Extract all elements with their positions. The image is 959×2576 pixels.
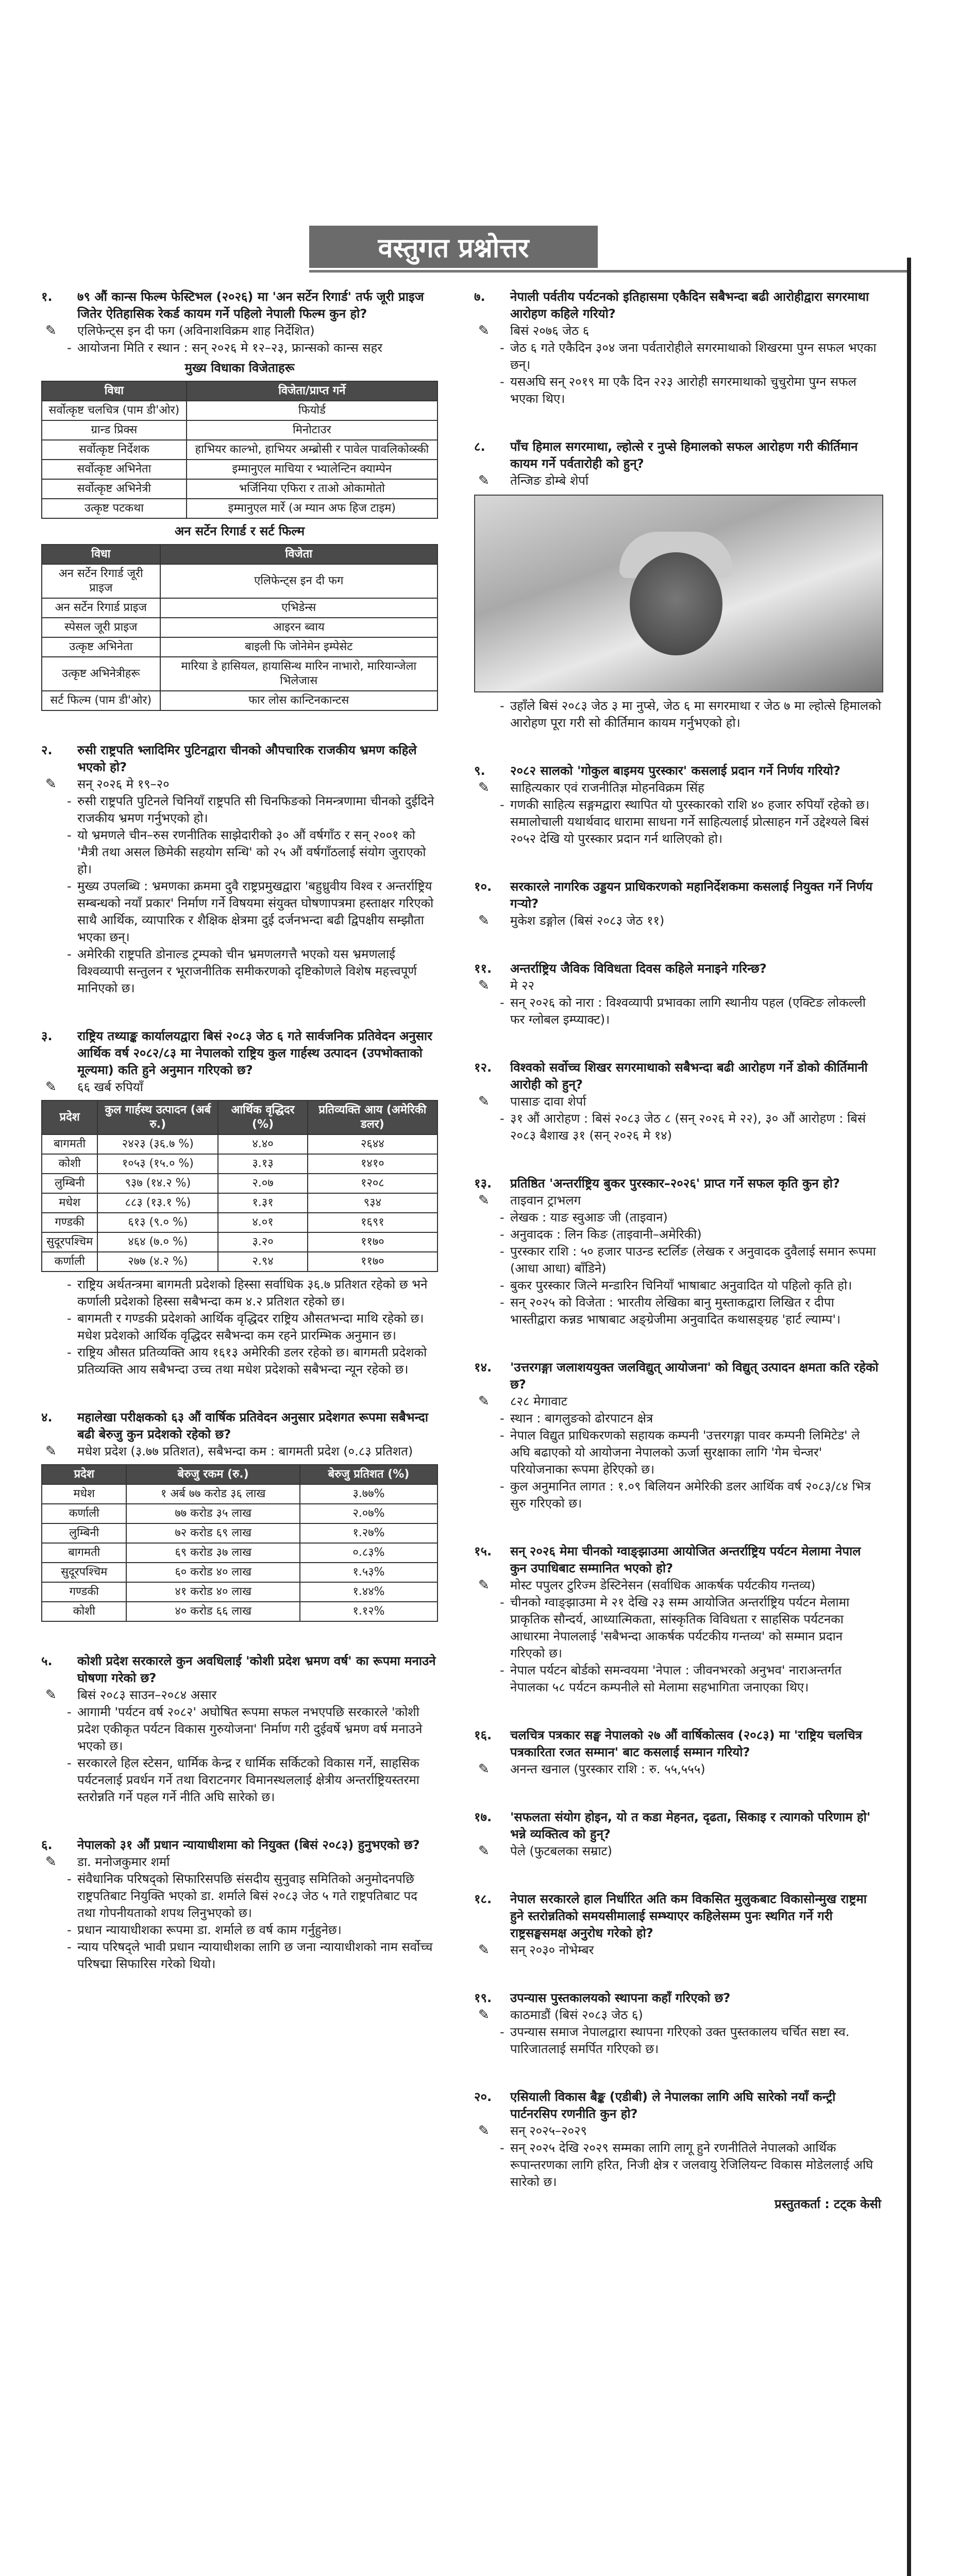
bullet: - बुकर पुरस्कार जित्ने मन्डारिन चिनियाँ भाषाबाट अनुवादित यो पहिलो कृति हो। <box>474 1277 881 1294</box>
bullet: - ३१ औं आरोहण : बिसं २०८३ जेठ ८ (सन् २०२६ मे २२), ३० औं आरोहण : बिसं २०८३ बैशाख ३१ (सन् २०२६ मे १४) <box>474 1110 881 1144</box>
question-14: १४. 'उत्तरगङ्गा जलाशययुक्त जलविद्युत् आयोजना' को विद्युत् उत्पादन क्षमता कति रहेको छ? ✎ ८२८ मेगावाट - स्थान : बागलुङको ढोरपाटन क्षेत्र - नेपाल विद्युत प्राधिकरणको सहायक कम्पनी 'उत्तरगङ्गा पावर कम्पनी लिमिटेड' ले अघि बढाएको यो आयोजना नेपालको ऊर्जा सुरक्षाका लागि 'गेम चेन्जर' परियोजनाका रूपमा हेरिएको छ। - कुल अनुमानित लागत : १.०९ बिलियन अमेरिकी डलर आर्थिक वर्ष २०८३/८४ भित्र सुरु गरिएको छ। <box>474 1359 881 1512</box>
question-11: ११. अन्तर्राष्ट्रिय जैविक विविधता दिवस कहिले मनाइने गरिन्छ? ✎ मे २२ - सन् २०२६ को नारा : विश्वव्यापी प्रभावका लागि स्थानीय पहल (एक्टिङ लोकल्ली फर ग्लोबल इम्प्याक्ट)। <box>474 960 881 1028</box>
bullet: - आयोजना मिति र स्थान : सन् २०२६ मे १२–२३, फ्रान्सको कान्स सहर <box>41 340 438 357</box>
answer: ✎ मधेश प्रदेश (३.७७ प्रतिशत), सबैभन्दा कम : बागमती प्रदेश (०.८३ प्रतिशत) <box>41 1443 438 1460</box>
question-20: २०. एसियाली विकास बैङ्क (एडीबी) ले नेपालका लागि अघि सारेको नयाँ कन्ट्री पार्टनरसिप रणनीति कुन हो? ✎ सन् २०२५–२०२९ - सन् २०२५ देखि २०२९ सम्मका लागि लागू हुने रणनीतिले नेपालको आर्थिक रूपान्तरणका लागि हरित, निजी क्षेत्र र जलवायु रेजिलियन्ट विकास मोडेललाई अघि सारेको छ। प्रस्तुतकर्ता : टट्क केसी <box>474 2089 881 2213</box>
bullet: - जेठ ६ गते एकैदिन ३०४ जना पर्वतारोहीले सगरमाथाको शिखरमा पुग्न सफल भएका छन्। <box>474 340 881 374</box>
bullet: - प्रधान न्यायाधीशका रूपमा डा. शर्माले छ वर्ष काम गर्नुहुनेछ। <box>41 1922 438 1939</box>
question-text: राष्ट्रिय तथ्याङ्क कार्यालयद्वारा बिसं २०८३ जेठ ६ गते सार्वजनिक प्रतिवेदन अनुसार आर्थिक वर्ष २०८२/८३ मा नेपालको राष्ट्रिय कुल गार्हस्थ उत्पादन (उपभोक्ताको मूल्यमा) कति हुने अनुमान गरिएको छ? <box>77 1029 432 1077</box>
audit-table: प्रदेश बेरुजु रकम (रु.) बेरुजु प्रतिशत (%) मधेश १ अर्ब ७७ करोड ३६ लाख ३.७७% कर्णाली ७७ करोड ३५ लाख २.०७% लुम्बिनी ७२ करोड ६९ लाख १.२७% बागमती ६९ करोड ३७ लाख ०.८३% सुदूरपश्चिम ६० करोड ४० लाख १.५३% गण्डकी ४१ करोड ४० लाख १.४४% कोशी ४० करोड ६६ लाख १.१२% <box>41 1464 438 1622</box>
bullet: - सन् २०२५ को विजेता : भारतीय लेखिका बानु मुस्ताकद्वारा लिखित र दीपा भास्तीद्वारा कन्नड भाषाबाट अङ्ग्रेजीमा अनुवादित कथासङ्ग्रह 'हार्ट ल्याम्प'। <box>474 1294 881 1328</box>
question-text: प्रतिष्ठित 'अन्तर्राष्ट्रिय बुकर पुरस्कार–२०२६' प्राप्त गर्ने सफल कृति कुन हो? <box>510 1176 840 1191</box>
answer: ✎ सन् २०२५–२०२९ <box>474 2123 881 2140</box>
bullet: - कुल अनुमानित लागत : १.०९ बिलियन अमेरिकी डलर आर्थिक वर्ष २०८३/८४ भित्र सुरु गरिएको छ। <box>474 1478 881 1512</box>
answer: ✎ पासाङ दावा शेर्पा <box>474 1093 881 1110</box>
answer: ✎ ६६ खर्ब रुपियाँ <box>41 1079 438 1096</box>
answer: ✎ तेन्जिङ डोम्बे शेर्पा <box>474 472 881 489</box>
bullet: - सरकारले हिल स्टेसन, धार्मिक केन्द्र र धार्मिक सर्किटको विकास गर्ने, साहसिक पर्यटनलाई प्रवर्धन गर्ने तथा विराटनगर विमानस्थललाई क्षेत्रीय अन्तर्राष्ट्रियस्तरमा स्तरोन्नति गर्ने पहल गर्ने नीति अघि सारेको छ। <box>41 1755 438 1806</box>
section-banner: वस्तुगत प्रश्नोत्तर <box>309 226 598 268</box>
answer: ✎ अनन्त खनाल (पुरस्कार राशि : रु. ५५,५५५) <box>474 1761 881 1778</box>
bullet: - लेखक : याङ स्वुआङ जी (ताइवान) <box>474 1209 881 1226</box>
bullet: - राष्ट्रिय औसत प्रतिव्यक्ति आय १६१३ अमेरिकी डलर रहेको छ। बागमती प्रदेशको प्रतिव्यक्ति आय सबैभन्दा उच्च तथा मधेश प्रदेशको सबैभन्दा न्यून रहेको छ। <box>41 1344 438 1378</box>
bullet: - आगामी 'पर्यटन वर्ष २०८२' अघोषित रूपमा सफल नभएपछि सरकारले 'कोशी प्रदेश एकीकृत पर्यटन विकास गुरुयोजना' निर्माण गरी दुईवर्षे भ्रमण वर्ष मनाउने भएको छ। <box>41 1704 438 1755</box>
answer: ✎ ८२८ मेगावाट <box>474 1393 881 1410</box>
table-caption: मुख्य विधाका विजेताहरू <box>184 361 295 375</box>
question-text: महालेखा परीक्षकको ६३ औं वार्षिक प्रतिवेदन अनुसार प्रदेशगत रूपमा सबैभन्दा बढी बेरुजु कुन प्रदेशको रहेको छ? <box>77 1410 428 1442</box>
question-16: १६. चलचित्र पत्रकार सङ्घ नेपालको २७ औं वार्षिकोत्सव (२०८३) मा 'राष्ट्रिय चलचित्र पत्रकारिता रजत सम्मान' बाट कसलाई सम्मान गरियो? ✎ अनन्त खनाल (पुरस्कार राशि : रु. ५५,५५५) <box>474 1727 881 1778</box>
bullet: - न्याय परिषद्ले भावी प्रधान न्यायाधीशका लागि छ जना न्यायाधीशको नाम सर्वोच्च परिषद्मा सिफारिस गरेको थियो। <box>41 1939 438 1973</box>
answer: ✎ मे २२ <box>474 977 881 994</box>
question-9: ९. २०८२ सालको 'गोकुल बाइमय पुरस्कार' कसलाई प्रदान गर्ने निर्णय गरियो? ✎ साहित्यकार एवं राजनीतिज्ञ मोहनविक्रम सिंह - गणकी साहित्य सङ्गमद्वारा स्थापित यो पुरस्कारको राशि ४० हजार रुपियाँ रहेको छ। समालोचाली यथार्थवाद धारामा साधना गर्ने साहित्यलाई प्रोत्साहन गर्ने उद्देश्यले बिसं २०५२ देखि यो पुरस्कार प्रदान गर्न थालिएको हो। <box>474 762 881 848</box>
question-1: १. ७९ औं कान्स फिल्म फेस्टिभल (२०२६) मा 'अन सर्टेन रिगार्ड' तर्फ जूरी प्राइज जितेर ऐतिहासिक रेकर्ड कायम गर्ने पहिलो नेपाली फिल्म कुन हो? ✎ एलिफेन्ट्स इन दी फग (अविनाशविक्रम शाह निर्देशित) - आयोजना मिति र स्थान : सन् २०२६ मे १२–२३, फ्रान्सको कान्स सहर मुख्य विधाका विजेताहरू विधा विजेता/प्राप्त गर्ने सर्वोत्कृष्ट चलचित्र (पाम डी'ओर) फियोर्ड ग्रान्ड प्रिक्स मिनोटाउर सर्वोत्कृष्ट निर्देशक हाभियर काल्भो, हाभियर अम्ब्रोसी र पावेल पावलिकोव्स्की सर्वोत्कृष्ट अभिनेता इम्मानुएल माचिया र भ्यालेन्टिन क्याम्पेन सर्वोत्कृष्ट अभिनेत्री भर्जिनिया एफिरा र ताओ ओकामोतो उत्कृष्ट पटकथा इम्मानुएल मार्रे (अ म्यान अफ हिज टाइम) अन सर्टेन रिगार्ड र सर्ट फिल्म विधा विजेता अन सर्टेन रिगार्ड जूरी प्राइज एलिफेन्ट्स इन दी फग अन सर्टेन रिगार्ड प्राइज एभिडेन्स स्पेसल जूरी प्राइज आइरन ब्वाय उत्कृष्ट अभिनेता बाइली फि जोनेमेन इम्पेसेट उत्कृष्ट अभिनेत्रीहरू मारिया डे हासियल, हायासिन्थ मारिन नाभारो, मारियान्जेला भिलेजास सर्ट फिल्म (पाम डी'ओर) फार लोस कान्टिनकान्टस <box>41 289 438 711</box>
bullet: - स्थान : बागलुङको ढोरपाटन क्षेत्र <box>474 1410 881 1427</box>
answer: ✎ सन् २०३० नोभेम्बर <box>474 1942 881 1959</box>
climber-face <box>630 552 722 655</box>
author-credit: प्रस्तुतकर्ता : टट्क केसी <box>775 2197 881 2211</box>
gdp-table: प्रदेश कुल गार्हस्थ उत्पादन (अर्ब रु.) आर्थिक वृद्धिदर (%) प्रतिव्यक्ति आय (अमेरिकी डलर) बागमती २४२३ (३६.७ %) ४.४० २६४४ कोशी १०५३ (१५.० %) ३.१३ १४१० लुम्बिनी ९३७ (१४.२ %) २.०७ १२०८ मधेश ८८३ (१३.१ %) १.३१ ९३४ गण्डकी ६१३ (९.० %) ४.०१ १६९१ सुदूरपश्चिम ४६४ (७.० %) ३.२० ११७० कर्णाली २७७ (४.२ %) २.९४ ११७० <box>41 1100 438 1272</box>
bullet: - उहाँले बिसं २०८३ जेठ ३ मा नुप्से, जेठ ६ मा सगरमाथा र जेठ ७ मा ल्होत्से हिमालको आरोहण पूरा गरी सो कीर्तिमान कायम गर्नुभएको हो। <box>474 698 881 732</box>
answer: ✎ मोस्ट पपुलर टुरिज्म डेस्टिनेसन (सर्वाधिक आकर्षक पर्यटकीय गन्तव्य) <box>474 1577 881 1594</box>
question-5: ५. कोशी प्रदेश सरकारले कुन अवधिलाई 'कोशी प्रदेश भ्रमण वर्ष' का रूपमा मनाउने घोषणा गरेको छ? ✎ बिसं २०८३ साउन–२०८४ असार - आगामी 'पर्यटन वर्ष २०८२' अघोषित रूपमा सफल नभएपछि सरकारले 'कोशी प्रदेश एकीकृत पर्यटन विकास गुरुयोजना' निर्माण गरी दुईवर्षे भ्रमण वर्ष मनाउने भएको छ। - सरकारले हिल स्टेसन, धार्मिक केन्द्र र धार्मिक सर्किटको विकास गर्ने, साहसिक पर्यटनलाई प्रवर्धन गर्ने तथा विराटनगर विमानस्थललाई क्षेत्रीय अन्तर्राष्ट्रियस्तरमा स्तरोन्नति गर्ने पहल गर्ने नीति अघि सारेको छ। <box>41 1653 438 1806</box>
bullet: - बागमती र गण्डकी प्रदेशको आर्थिक वृद्धिदर राष्ट्रिय औसतभन्दा माथि रहेको छ। मधेश प्रदेशको आर्थिक वृद्धिदर सबैभन्दा कम रहने प्रारम्भिक अनुमान छ। <box>41 1310 438 1344</box>
left-column <box>41 289 438 2004</box>
page-edge-bar <box>907 258 911 2576</box>
question-text: विश्वको सर्वोच्च शिखर सगरमाथाको सबैभन्दा बढी आरोहण गर्ने डोको कीर्तिमानी आरोही को हुन्? <box>510 1060 868 1092</box>
question-text: सन् २०२६ मेमा चीनको ग्वाङ्झाउमा आयोजित अन्तर्राष्ट्रिय पर्यटन मेलामा नेपाल कुन उपाधिबाट सम्मानित भएको हो? <box>510 1544 861 1575</box>
answer: ✎ ताइवान ट्राभलग <box>474 1192 881 1209</box>
question-text: चलचित्र पत्रकार सङ्घ नेपालको २७ औं वार्षिकोत्सव (२०८३) मा 'राष्ट्रिय चलचित्र पत्रकारिता रजत सम्मान' बाट कसलाई सम्मान गरियो? <box>510 1728 863 1759</box>
climber-photo <box>474 495 883 692</box>
question-text: कोशी प्रदेश सरकारले कुन अवधिलाई 'कोशी प्रदेश भ्रमण वर्ष' का रूपमा मनाउने घोषणा गरेको छ? <box>77 1654 436 1685</box>
bullet: - संवैधानिक परिषद्को सिफारिसपछि संसदीय सुनुवाइ समितिको अनुमोदनपछि राष्ट्रपतिबाट नियुक्ति भएको डा. शर्माले बिसं २०८३ जेठ ५ गते राष्ट्रपतिबाट पद तथा गोपनीयताको शपथ लिनुभएको छ। <box>41 1871 438 1922</box>
question-text: ७९ औं कान्स फिल्म फेस्टिभल (२०२६) मा 'अन सर्टेन रिगार्ड' तर्फ जूरी प्राइज जितेर ऐतिहासिक रेकर्ड कायम गर्ने पहिलो नेपाली फिल्म कुन हो? <box>77 290 424 321</box>
table-caption: अन सर्टेन रिगार्ड र सर्ट फिल्म <box>174 524 305 538</box>
answer: ✎ एलिफेन्ट्स इन दी फग (अविनाशविक्रम शाह निर्देशित) <box>41 323 438 340</box>
question-8: ८. पाँच हिमाल सगरमाथा, ल्होत्से र नुप्से हिमालको सफल आरोहण गरी कीर्तिमान कायम गर्ने पर्वतारोही को हुन्? ✎ तेन्जिङ डोम्बे शेर्पा - उहाँले बिसं २०८३ जेठ ३ मा नुप्से, जेठ ६ मा सगरमाथा र जेठ ७ मा ल्होत्से हिमालको आरोहण पूरा गरी सो कीर्तिमान कायम गर्नुभएको हो। <box>474 438 881 732</box>
question-7: ७. नेपाली पर्वतीय पर्यटनको इतिहासमा एकैदिन सबैभन्दा बढी आरोहीद्वारा सगरमाथा आरोहण कहिले गरियो? ✎ बिसं २०७६ जेठ ६ - जेठ ६ गते एकैदिन ३०४ जना पर्वतारोहीले सगरमाथाको शिखरमा पुग्न सफल भएका छन्। - यसअघि सन् २०१९ मा एकै दिन २२३ आरोही सगरमाथाको चुचुरोमा पुग्न सफल भएका थिए। <box>474 289 881 408</box>
question-text: सरकारले नागरिक उड्डयन प्राधिकरणको महानिर्देशकमा कसलाई नियुक्त गर्ने निर्णय गऱ्यो? <box>510 879 873 911</box>
question-text: 'सफलता संयोग होइन, यो त कडा मेहनत, दृढता, सिकाइ र त्यागको परिणाम हो' भन्ने व्यक्तित्व को हुन्? <box>510 1810 871 1841</box>
bullet: - मुख्य उपलब्धि : भ्रमणका क्रममा दुवै राष्ट्रप्रमुखद्वारा 'बहुध्रुवीय विश्व र अन्तर्राष्ट्रिय सम्बन्धको नयाँ प्रकार' निर्माण गर्ने विषयमा संयुक्त घोषणापत्रमा हस्ताक्षर गरिएको साथै आर्थिक, व्यापारिक र शैक्षिक क्षेत्रमा दुई दर्जनभन्दा बढी द्विपक्षीय सम्झौता भएका छन्। <box>41 878 438 946</box>
answer: ✎ बिसं २०८३ साउन–२०८४ असार <box>41 1687 438 1704</box>
question-text: उपन्यास पुस्तकालयको स्थापना कहाँ गरिएको छ? <box>510 1991 731 2005</box>
answer: ✎ साहित्यकार एवं राजनीतिज्ञ मोहनविक्रम सिंह <box>474 779 881 796</box>
bullet: - अमेरिकी राष्ट्रपति डोनाल्ड ट्रम्पको चीन भ्रमणलगत्तै भएको यस भ्रमणलाई विश्वव्यापी सन्तुलन र भूराजनीतिक समीकरणको दृष्टिकोणले विशेष महत्त्वपूर्ण मानिएको छ। <box>41 946 438 997</box>
bullet: - यो भ्रमणले चीन–रुस रणनीतिक साझेदारीको ३० औं वर्षगाँठ र सन् २००१ को 'मैत्री तथा असल छिमेकी सहयोग सन्धि' को २५ औं वर्षगाँठलाई संयोग जुराएको हो। <box>41 827 438 878</box>
question-3: ३. राष्ट्रिय तथ्याङ्क कार्यालयद्वारा बिसं २०८३ जेठ ६ गते सार्वजनिक प्रतिवेदन अनुसार आर्थिक वर्ष २०८२/८३ मा नेपालको राष्ट्रिय कुल गार्हस्थ उत्पादन (उपभोक्ताको मूल्यमा) कति हुने अनुमान गरिएको छ? ✎ ६६ खर्ब रुपियाँ प्रदेश कुल गार्हस्थ उत्पादन (अर्ब रु.) आर्थिक वृद्धिदर (%) प्रतिव्यक्ति आय (अमेरिकी डलर) बागमती २४२३ (३६.७ %) ४.४० २६४४ कोशी १०५३ (१५.० %) ३.१३ १४१० लुम्बिनी ९३७ (१४.२ %) २.०७ १२०८ मधेश ८८३ (१३.१ %) १.३१ ९३४ गण्डकी ६१३ (९.० %) ४.०१ १६९१ सुदूरपश्चिम ४६४ (७.० %) ३.२० ११७० कर्णाली २७७ (४.२ %) २.९४ ११७० - राष्ट्रिय अर्थतन्त्रमा बागमती प्रदेशको हिस्सा सर्वाधिक ३६.७ प्रतिशत रहेको छ भने कर्णाली प्रदेशको हिस्सा सबैभन्दा कम ४.२ प्रतिशत रहेको छ। - बागमती र गण्डकी प्रदेशको आर्थिक वृद्धिदर राष्ट्रिय औसतभन्दा माथि रहेको छ। मधेश प्रदेशको आर्थिक वृद्धिदर सबैभन्दा कम रहने प्रारम्भिक अनुमान छ। - राष्ट्रिय औसत प्रतिव्यक्ति आय १६१३ अमेरिकी डलर रहेको छ। बागमती प्रदेशको प्रतिव्यक्ति आय सबैभन्दा उच्च तथा मधेश प्रदेशको सबैभन्दा न्यून रहेको छ। <box>41 1028 438 1378</box>
answer: ✎ काठमाडौं (बिसं २०८३ जेठ ६) <box>474 2007 881 2024</box>
answer: ✎ मुकेश डङ्गोल (बिसं २०८३ जेठ ११) <box>474 912 881 929</box>
bullet: - सन् २०२६ को नारा : विश्वव्यापी प्रभावका लागि स्थानीय पहल (एक्टिङ लोकल्ली फर ग्लोबल इम्प्याक्ट)। <box>474 994 881 1028</box>
right-column <box>474 289 881 2244</box>
question-text: अन्तर्राष्ट्रिय जैविक विविधता दिवस कहिले मनाइने गरिन्छ? <box>510 961 767 976</box>
bullet: - नेपाल पर्यटन बोर्डको समन्वयमा 'नेपाल : जीवनभरको अनुभव' नाराअन्तर्गत नेपालका ५८ पर्यटन कम्पनीले सो मेलामा सहभागिता जनाएका थिए। <box>474 1662 881 1696</box>
winners-table: विधा विजेता/प्राप्त गर्ने सर्वोत्कृष्ट चलचित्र (पाम डी'ओर) फियोर्ड ग्रान्ड प्रिक्स मिनोटाउर सर्वोत्कृष्ट निर्देशक हाभियर काल्भो, हाभियर अम्ब्रोसी र पावेल पावलिकोव्स्की सर्वोत्कृष्ट अभिनेता इम्मानुएल माचिया र भ्यालेन्टिन क्याम्पेन सर्वोत्कृष्ट अभिनेत्री भर्जिनिया एफिरा र ताओ ओकामोतो उत्कृष्ट पटकथा इम्मानुएल मार्रे (अ म्यान अफ हिज टाइम) <box>41 381 438 519</box>
bullet: - चीनको ग्वाङ्झाउमा मे २१ देखि २३ सम्म आयोजित अन्तर्राष्ट्रिय पर्यटन मेलामा प्राकृतिक सौन्दर्य, आध्यात्मिकता, सांस्कृतिक विविधता र साहसिक पर्यटनका आधारमा नेपाललाई 'सबैभन्दा आकर्षक पर्यटकीय गन्तव्य' को सम्मान प्रदान गरिएको छ। <box>474 1594 881 1662</box>
answer: ✎ बिसं २०७६ जेठ ६ <box>474 323 881 340</box>
question-15: १५. सन् २०२६ मेमा चीनको ग्वाङ्झाउमा आयोजित अन्तर्राष्ट्रिय पर्यटन मेलामा नेपाल कुन उपाधिबाट सम्मानित भएको हो? ✎ मोस्ट पपुलर टुरिज्म डेस्टिनेसन (सर्वाधिक आकर्षक पर्यटकीय गन्तव्य) - चीनको ग्वाङ्झाउमा मे २१ देखि २३ सम्म आयोजित अन्तर्राष्ट्रिय पर्यटन मेलामा प्राकृतिक सौन्दर्य, आध्यात्मिकता, सांस्कृतिक विविधता र साहसिक पर्यटनका आधारमा नेपाललाई 'सबैभन्दा आकर्षक पर्यटकीय गन्तव्य' को सम्मान प्रदान गरिएको छ। - नेपाल पर्यटन बोर्डको समन्वयमा 'नेपाल : जीवनभरको अनुभव' नाराअन्तर्गत नेपालका ५८ पर्यटन कम्पनीले सो मेलामा सहभागिता जनाएका थिए। <box>474 1543 881 1696</box>
banner-rule <box>309 270 907 273</box>
bullet: - सन् २०२५ देखि २०२९ सम्मका लागि लागू हुने रणनीतिले नेपालको आर्थिक रूपान्तरणका लागि हरित, निजी क्षेत्र र जलवायु रेजिलियन्ट विकास मोडेललाई अघि सारेको छ। <box>474 2140 881 2191</box>
bullet: - राष्ट्रिय अर्थतन्त्रमा बागमती प्रदेशको हिस्सा सर्वाधिक ३६.७ प्रतिशत रहेको छ भने कर्णाली प्रदेशको हिस्सा सबैभन्दा कम ४.२ प्रतिशत रहेको छ। <box>41 1276 438 1310</box>
question-4: ४. महालेखा परीक्षकको ६३ औं वार्षिक प्रतिवेदन अनुसार प्रदेशगत रूपमा सबैभन्दा बढी बेरुजु कुन प्रदेशको रहेको छ? ✎ मधेश प्रदेश (३.७७ प्रतिशत), सबैभन्दा कम : बागमती प्रदेश (०.८३ प्रतिशत) प्रदेश बेरुजु रकम (रु.) बेरुजु प्रतिशत (%) मधेश १ अर्ब ७७ करोड ३६ लाख ३.७७% कर्णाली ७७ करोड ३५ लाख २.०७% लुम्बिनी ७२ करोड ६९ लाख १.२७% बागमती ६९ करोड ३७ लाख ०.८३% सुदूरपश्चिम ६० करोड ४० लाख १.५३% गण्डकी ४१ करोड ४० लाख १.४४% कोशी ४० करोड ६६ लाख १.१२% <box>41 1409 438 1622</box>
question-text: नेपाल सरकारले हाल निर्धारित अति कम विकसित मुलुकबाट विकासोन्मुख राष्ट्रमा हुने स्तरोन्नतिको समयसीमालाई सम्भ्याएर कहिलेसम्म पुनः स्थगित गर्ने गरी राष्ट्रसङ्घसमक्ष अनुरोध गरेको हो? <box>510 1892 867 1940</box>
question-12: १२. विश्वको सर्वोच्च शिखर सगरमाथाको सबैभन्दा बढी आरोहण गर्ने डोको कीर्तिमानी आरोही को हुन्? ✎ पासाङ दावा शेर्पा - ३१ औं आरोहण : बिसं २०८३ जेठ ८ (सन् २०२६ मे २२), ३० औं आरोहण : बिसं २०८३ बैशाख ३१ (सन् २०२६ मे १४) <box>474 1059 881 1144</box>
question-18: १८. नेपाल सरकारले हाल निर्धारित अति कम विकसित मुलुकबाट विकासोन्मुख राष्ट्रमा हुने स्तरोन्नतिको समयसीमालाई सम्भ्याएर कहिलेसम्म पुनः स्थगित गर्ने गरी राष्ट्रसङ्घसमक्ष अनुरोध गरेको हो? ✎ सन् २०३० नोभेम्बर <box>474 1891 881 1959</box>
bullet: - गणकी साहित्य सङ्गमद्वारा स्थापित यो पुरस्कारको राशि ४० हजार रुपियाँ रहेको छ। समालोचाली यथार्थवाद धारामा साधना गर्ने साहित्यलाई प्रोत्साहन गर्ने उद्देश्यले बिसं २०५२ देखि यो पुरस्कार प्रदान गर्न थालिएको हो। <box>474 796 881 848</box>
bullet: - उपन्यास समाज नेपालद्वारा स्थापना गरिएको उक्त पुस्तकालय चर्चित सष्टा स्व. पारिजातलाई समर्पित गरिएको छ। <box>474 2024 881 2058</box>
bullet: - रुसी राष्ट्रपति पुटिनले चिनियाँ राष्ट्रपति सी चिनफिङको निमन्त्रणामा चीनको दुईदिने राजकीय भ्रमण गर्नुभएको हो। <box>41 793 438 827</box>
question-text: पाँच हिमाल सगरमाथा, ल्होत्से र नुप्से हिमालको सफल आरोहण गरी कीर्तिमान कायम गर्ने पर्वतारोही को हुन्? <box>510 439 858 471</box>
answer: ✎ डा. मनोजकुमार शर्मा <box>41 1854 438 1871</box>
question-19: १९. उपन्यास पुस्तकालयको स्थापना कहाँ गरिएको छ? ✎ काठमाडौं (बिसं २०८३ जेठ ६) - उपन्यास समाज नेपालद्वारा स्थापना गरिएको उक्त पुस्तकालय चर्चित सष्टा स्व. पारिजातलाई समर्पित गरिएको छ। <box>474 1990 881 2058</box>
answer: ✎ पेले (फुटबलका सम्राट) <box>474 1843 881 1860</box>
question-13: १३. प्रतिष्ठित 'अन्तर्राष्ट्रिय बुकर पुरस्कार–२०२६' प्राप्त गर्ने सफल कृति कुन हो? ✎ ताइवान ट्राभलग - लेखक : याङ स्वुआङ जी (ताइवान) - अनुवादक : लिन किङ (ताइवानी–अमेरिकी) - पुरस्कार राशि : ५० हजार पाउन्ड स्टर्लिङ (लेखक र अनुवादक दुवैलाई समान रूपमा (आधा आधा) बाँडिने) - बुकर पुरस्कार जित्ने मन्डारिन चिनियाँ भाषाबाट अनुवादित यो पहिलो कृति हो। - सन् २०२५ को विजेता : भारतीय लेखिका बानु मुस्ताकद्वारा लिखित र दीपा भास्तीद्वारा कन्नड भाषाबाट अङ्ग्रेजीमा अनुवादित कथासङ्ग्रह 'हार्ट ल्याम्प'। <box>474 1175 881 1328</box>
question-text: 'उत्तरगङ्गा जलाशययुक्त जलविद्युत् आयोजना' को विद्युत् उत्पादन क्षमता कति रहेको छ? <box>510 1360 879 1392</box>
uncertain-regard-table: विधा विजेता अन सर्टेन रिगार्ड जूरी प्राइज एलिफेन्ट्स इन दी फग अन सर्टेन रिगार्ड प्राइज एभिडेन्स स्पेसल जूरी प्राइज आइरन ब्वाय उत्कृष्ट अभिनेता बाइली फि जोनेमेन इम्पेसेट उत्कृष्ट अभिनेत्रीहरू मारिया डे हासियल, हायासिन्थ मारिन नाभारो, मारियान्जेला भिलेजास सर्ट फिल्म (पाम डी'ओर) फार लोस कान्टिनकान्टस <box>41 544 438 711</box>
question-text: नेपाली पर्वतीय पर्यटनको इतिहासमा एकैदिन सबैभन्दा बढी आरोहीद्वारा सगरमाथा आरोहण कहिले गरियो? <box>510 290 869 321</box>
question-2: २. रुसी राष्ट्रपति भ्लादिमिर पुटिनद्वारा चीनको औपचारिक राजकीय भ्रमण कहिले भएको हो? ✎ सन् २०२६ मे १९–२० - रुसी राष्ट्रपति पुटिनले चिनियाँ राष्ट्रपति सी चिनफिङको निमन्त्रणामा चीनको दुईदिने राजकीय भ्रमण गर्नुभएको हो। - यो भ्रमणले चीन–रुस रणनीतिक साझेदारीको ३० औं वर्षगाँठ र सन् २००१ को 'मैत्री तथा असल छिमेकी सहयोग सन्धि' को २५ औं वर्षगाँठलाई संयोग जुराएको हो। - मुख्य उपलब्धि : भ्रमणका क्रममा दुवै राष्ट्रप्रमुखद्वारा 'बहुध्रुवीय विश्व र अन्तर्राष्ट्रिय सम्बन्धको नयाँ प्रकार' निर्माण गर्ने विषयमा संयुक्त घोषणापत्रमा हस्ताक्षर गरिएको साथै आर्थिक, व्यापारिक र शैक्षिक क्षेत्रमा दुई दर्जनभन्दा बढी द्विपक्षीय सम्झौता भएका छन्। - अमेरिकी राष्ट्रपति डोनाल्ड ट्रम्पको चीन भ्रमणलगत्तै भएको यस भ्रमणलाई विश्वव्यापी सन्तुलन र भूराजनीतिक समीकरणको दृष्टिकोणले विशेष महत्त्वपूर्ण मानिएको छ। <box>41 742 438 997</box>
question-text: रुसी राष्ट्रपति भ्लादिमिर पुटिनद्वारा चीनको औपचारिक राजकीय भ्रमण कहिले भएको हो? <box>77 743 417 774</box>
question-text: नेपालको ३१ औं प्रधान न्यायाधीशमा को नियुक्त (बिसं २०८३) हुनुभएको छ? <box>77 1838 420 1852</box>
question-text: एसियाली विकास बैङ्क (एडीबी) ले नेपालका लागि अघि सारेको नयाँ कन्ट्री पार्टनरसिप रणनीति कुन हो? <box>510 2090 836 2121</box>
bullet: - पुरस्कार राशि : ५० हजार पाउन्ड स्टर्लिङ (लेखक र अनुवादक दुवैलाई समान रूपमा (आधा आधा) बाँडिने) <box>474 1243 881 1277</box>
answer: ✎ सन् २०२६ मे १९–२० <box>41 776 438 793</box>
question-10: १०. सरकारले नागरिक उड्डयन प्राधिकरणको महानिर्देशकमा कसलाई नियुक्त गर्ने निर्णय गऱ्यो? ✎ मुकेश डङ्गोल (बिसं २०८३ जेठ ११) <box>474 878 881 929</box>
bullet: - अनुवादक : लिन किङ (ताइवानी–अमेरिकी) <box>474 1226 881 1243</box>
bullet: - यसअघि सन् २०१९ मा एकै दिन २२३ आरोही सगरमाथाको चुचुरोमा पुग्न सफल भएका थिए। <box>474 374 881 408</box>
bullet: - नेपाल विद्युत प्राधिकरणको सहायक कम्पनी 'उत्तरगङ्गा पावर कम्पनी लिमिटेड' ले अघि बढाएको यो आयोजना नेपालको ऊर्जा सुरक्षाका लागि 'गेम चेन्जर' परियोजनाका रूपमा हेरिएको छ। <box>474 1427 881 1478</box>
question-17: १७. 'सफलता संयोग होइन, यो त कडा मेहनत, दृढता, सिकाइ र त्यागको परिणाम हो' भन्ने व्यक्तित्व को हुन्? ✎ पेले (फुटबलका सम्राट) <box>474 1809 881 1860</box>
question-6: ६. नेपालको ३१ औं प्रधान न्यायाधीशमा को नियुक्त (बिसं २०८३) हुनुभएको छ? ✎ डा. मनोजकुमार शर्मा - संवैधानिक परिषद्को सिफारिसपछि संसदीय सुनुवाइ समितिको अनुमोदनपछि राष्ट्रपतिबाट नियुक्ति भएको डा. शर्माले बिसं २०८३ जेठ ५ गते राष्ट्रपतिबाट पद तथा गोपनीयताको शपथ लिनुभएको छ। - प्रधान न्यायाधीशका रूपमा डा. शर्माले छ वर्ष काम गर्नुहुनेछ। - न्याय परिषद्ले भावी प्रधान न्यायाधीशका लागि छ जना न्यायाधीशको नाम सर्वोच्च परिषद्मा सिफारिस गरेको थियो। <box>41 1837 438 1973</box>
question-text: २०८२ सालको 'गोकुल बाइमय पुरस्कार' कसलाई प्रदान गर्ने निर्णय गरियो? <box>510 764 840 778</box>
